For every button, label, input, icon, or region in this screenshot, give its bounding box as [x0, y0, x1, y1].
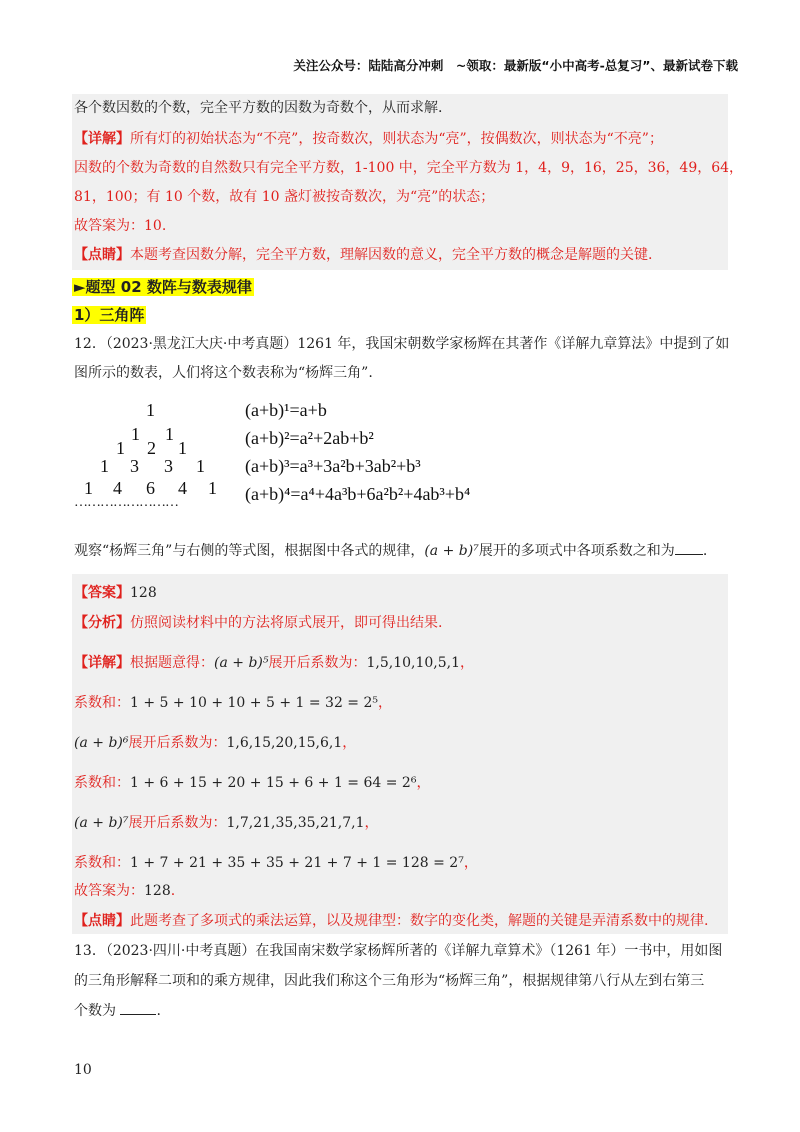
detail-text: 系数和：: [74, 695, 130, 711]
equation-2: (a+b)²=a²+2ab+b²: [245, 428, 374, 448]
page-header: 关注公众号：陆陆高分冲刺 ~领取：最新版“小中高考-总复习”、最新试卷下载: [293, 58, 738, 73]
detail-tag: 【详解】: [74, 655, 130, 671]
detail-value: 1,7,21,35,35,21,7,1: [226, 815, 365, 831]
detail-end: ，: [460, 655, 474, 671]
q13-text: 个数为: [74, 1003, 116, 1019]
page-number: 10: [74, 1062, 92, 1078]
note-text: 本题考查因数分解，完全平方数，理解因数的意义，完全平方数的概念是解题的关键.: [130, 247, 653, 263]
tri-r2-c2: 1: [165, 424, 174, 444]
detail-text: 系数和：: [74, 775, 130, 791]
section-title: ►题型 02 数阵与数表规律: [74, 278, 252, 296]
q13-end: .: [156, 1003, 161, 1019]
analysis-text: 仿照阅读材料中的方法将原式展开，即可得出结果.: [130, 615, 443, 631]
detail-end: ，: [364, 815, 379, 831]
detail-end: ，: [342, 735, 357, 751]
prompt-text-2: 展开的多项式中各项系数之和为: [478, 543, 675, 559]
answer-tag: 【答案】: [74, 585, 130, 601]
detail-value: 1,6,15,20,15,6,1: [226, 735, 343, 751]
detail-end: ，: [416, 775, 431, 791]
prompt-expr: (a + b)⁷: [424, 543, 479, 559]
prev-detail-line-1: [74, 128, 663, 150]
q12-note-line: [74, 910, 708, 932]
tri-r3-c3: 1: [178, 438, 187, 458]
tri-r5-c1: 1: [84, 478, 93, 498]
detail-text: 展开后系数为：: [268, 655, 367, 671]
q12-detail-1: [74, 652, 474, 674]
q12-detail-2: [74, 692, 392, 714]
q12-answer-line: [74, 582, 157, 604]
tri-dots: ……………………: [74, 495, 178, 510]
detail-expr: (a + b)⁶: [74, 735, 129, 751]
detail-value: 128: [144, 883, 171, 899]
tri-r4-c3: 3: [164, 456, 173, 476]
equation-1: (a+b)¹=a+b: [245, 400, 327, 420]
tri-r3-c2: 2: [147, 438, 156, 458]
detail-value: 1 + 7 + 21 + 35 + 35 + 21 + 7 + 1 = 128 = 2⁷: [130, 855, 464, 871]
tri-r5-c5: 1: [208, 478, 217, 498]
detail-end: .: [170, 883, 176, 899]
detail-end: ，: [378, 695, 393, 711]
q12-detail-4: [74, 772, 430, 794]
analysis-tag: 【分析】: [74, 615, 130, 631]
detail-text: 系数和：: [74, 855, 130, 871]
q12-detail-5: [74, 812, 379, 834]
yanghui-triangle: [74, 400, 234, 510]
note-tag: 【点睛】: [74, 913, 130, 929]
answer-value: 128: [130, 585, 157, 601]
prev-detail-line-2: 因数的个数为奇数的自然数只有完全平方数，1-100 中，完全平方数为 1，4，9，16，25，36，49，64，: [74, 160, 744, 176]
detail-value: 1 + 6 + 15 + 20 + 15 + 6 + 1 = 64 = 2⁶: [130, 775, 417, 791]
detail-value: 1,5,10,10,5,1: [366, 655, 460, 671]
detail-end: ，: [463, 855, 478, 871]
tri-r5-c4: 4: [178, 478, 187, 498]
prev-detail-line-4: 故答案为：10.: [74, 218, 167, 234]
q12-analysis-line: [74, 612, 442, 634]
q12-line-2: 图所示的数表，人们将这个数表称为“杨辉三角”.: [74, 365, 373, 381]
q13-line-2: 的三角形解释二项和的乘方规律，因此我们称这个三角形为“杨辉三角”，根据规律第八行从左到右第三: [74, 973, 705, 989]
equation-4: (a+b)⁴=a⁴+4a³b+6a²b²+4ab³+b⁴: [245, 484, 471, 504]
detail-text: 展开后系数为：: [128, 735, 227, 751]
tri-r3-c1: 1: [116, 438, 125, 458]
tri-r4-c4: 1: [196, 456, 205, 476]
detail-text: 所有灯的初始状态为“不亮”，按奇数次，则状态为“亮”，按偶数次，则状态为“不亮”；: [130, 131, 663, 147]
answer-blank: [120, 1000, 156, 1015]
tri-r2-c1: 1: [131, 424, 140, 444]
prompt-end: .: [702, 543, 708, 559]
prompt-text: 观察“杨辉三角”与右侧的等式图，根据图中各式的规律，: [74, 543, 425, 559]
detail-expr: (a + b)⁵: [214, 655, 269, 671]
detail-value: 1 + 5 + 10 + 10 + 5 + 1 = 32 = 2⁵: [130, 695, 379, 711]
q12-detail-7: [74, 880, 175, 902]
detail-text: 展开后系数为：: [128, 815, 227, 831]
note-tag: 【点睛】: [74, 247, 130, 263]
detail-expr: (a + b)⁷: [74, 815, 129, 831]
prev-note-line: [74, 244, 652, 266]
tri-r5-c3: 6: [146, 478, 155, 498]
tri-r5-c2: 4: [113, 478, 122, 498]
q12-prompt: [74, 540, 707, 562]
q12-line-1: 12．（2023·黑龙江大庆·中考真题）1261 年，我国宋朝数学家杨辉在其著作《详解九章算法》中提到了如: [74, 336, 730, 352]
answer-blank: [675, 540, 703, 555]
detail-text: 故答案为：: [74, 883, 144, 899]
q13-line-3: [74, 1000, 161, 1022]
section-subtitle: 1）三角阵: [74, 306, 145, 324]
detail-tag: 【详解】: [74, 131, 130, 147]
q12-detail-6: [74, 852, 478, 874]
prev-analysis-line: 各个数因数的个数，完全平方数的因数为奇数个，从而求解.: [74, 100, 443, 116]
prev-detail-line-3: 81，100；有 10 个数，故有 10 盏灯被按奇数次，为“亮”的状态；: [74, 189, 495, 205]
tri-r4-c1: 1: [100, 456, 109, 476]
tri-r1-c1: 1: [146, 400, 155, 420]
detail-text: 根据题意得：: [130, 655, 214, 671]
q13-line-1: 13．（2023·四川·中考真题）在我国南宋数学家杨辉所著的《详解九章算术》（1261 年）一书中，用如图: [74, 943, 723, 959]
q12-detail-3: [74, 732, 356, 754]
note-text: 此题考查了多项式的乘法运算，以及规律型：数字的变化类，解题的关键是弄清系数中的规律.: [130, 913, 709, 929]
tri-r4-c2: 3: [130, 456, 139, 476]
equation-3: (a+b)³=a³+3a²b+3ab²+b³: [245, 456, 421, 476]
